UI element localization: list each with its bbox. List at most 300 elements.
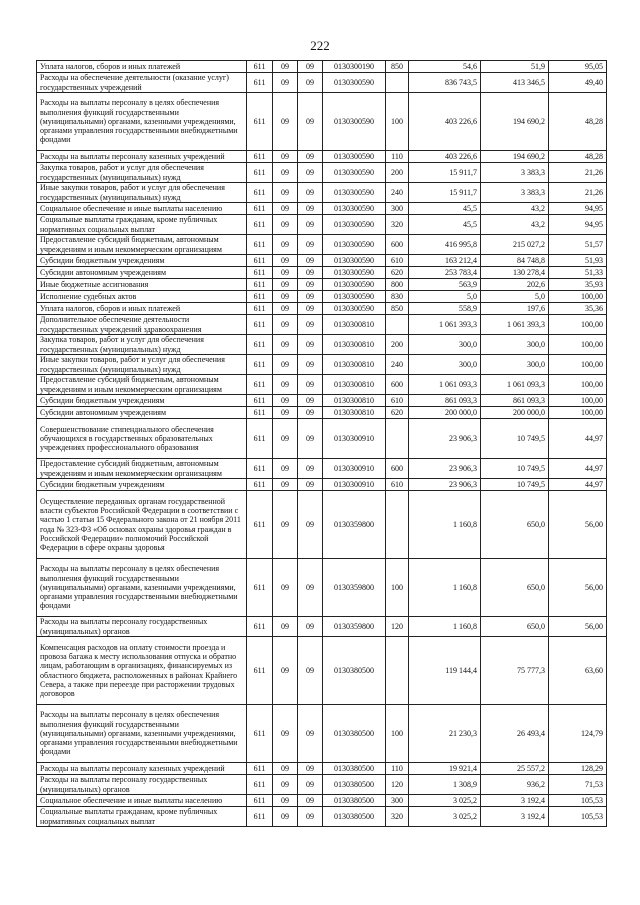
cell-pr: 09 xyxy=(298,375,323,395)
cell-plan: 300,0 xyxy=(409,355,481,375)
table-row xyxy=(37,203,607,215)
cell-ved: 611 xyxy=(247,183,273,203)
cell-ved: 611 xyxy=(247,617,273,637)
cell-ved: 611 xyxy=(247,315,273,335)
cell-vr: 100 xyxy=(386,93,409,151)
cell-rz: 09 xyxy=(273,395,298,407)
cell-plan: 836 743,5 xyxy=(409,73,481,93)
cell-csr: 0130300590 xyxy=(323,73,386,93)
cell-ved: 611 xyxy=(247,279,273,291)
table-row xyxy=(37,215,607,235)
cell-pct: 100,00 xyxy=(549,407,607,419)
cell-fact: 650,0 xyxy=(481,617,549,637)
cell-name: Предоставление субсидий бюджетным, автономным учреждениям и иным некоммерческим организациям xyxy=(37,459,247,479)
cell-vr: 600 xyxy=(386,459,409,479)
cell-rz: 09 xyxy=(273,183,298,203)
cell-plan: 3 025,2 xyxy=(409,795,481,807)
cell-pct: 95,05 xyxy=(549,61,607,73)
cell-ved: 611 xyxy=(247,215,273,235)
cell-pr: 09 xyxy=(298,795,323,807)
cell-csr: 0130300810 xyxy=(323,395,386,407)
cell-fact: 10 749,5 xyxy=(481,479,549,491)
cell-pr: 09 xyxy=(298,73,323,93)
cell-ved: 611 xyxy=(247,705,273,763)
cell-csr: 0130300810 xyxy=(323,375,386,395)
cell-fact: 1 061 393,3 xyxy=(481,315,549,335)
cell-vr: 100 xyxy=(386,705,409,763)
cell-pct: 49,40 xyxy=(549,73,607,93)
cell-ved: 611 xyxy=(247,375,273,395)
cell-rz: 09 xyxy=(273,215,298,235)
cell-fact: 10 749,5 xyxy=(481,419,549,459)
cell-ved: 611 xyxy=(247,419,273,459)
cell-rz: 09 xyxy=(273,559,298,617)
cell-name: Расходы на выплаты персоналу казенных учреждений xyxy=(37,151,247,163)
cell-plan: 23 906,3 xyxy=(409,419,481,459)
cell-pr: 09 xyxy=(298,303,323,315)
cell-rz: 09 xyxy=(273,279,298,291)
cell-plan: 1 160,8 xyxy=(409,491,481,559)
cell-rz: 09 xyxy=(273,93,298,151)
cell-csr: 0130359800 xyxy=(323,559,386,617)
cell-fact: 84 748,8 xyxy=(481,255,549,267)
cell-fact: 75 777,3 xyxy=(481,637,549,705)
cell-rz: 09 xyxy=(273,335,298,355)
cell-csr: 0130300590 xyxy=(323,183,386,203)
cell-rz: 09 xyxy=(273,163,298,183)
cell-name: Расходы на выплаты персоналу государственных (муниципальных) органов xyxy=(37,617,247,637)
table-row xyxy=(37,163,607,183)
cell-pr: 09 xyxy=(298,763,323,775)
cell-fact: 10 749,5 xyxy=(481,459,549,479)
cell-pr: 09 xyxy=(298,215,323,235)
cell-name: Дополнительное обеспечение деятельности государственных учреждений здравоохранения xyxy=(37,315,247,335)
cell-name: Расходы на выплаты персоналу государственных (муниципальных) органов xyxy=(37,775,247,795)
cell-ved: 611 xyxy=(247,267,273,279)
cell-fact: 5,0 xyxy=(481,291,549,303)
cell-pct: 94,95 xyxy=(549,215,607,235)
table-row xyxy=(37,375,607,395)
table-row xyxy=(37,93,607,151)
cell-csr: 0130380500 xyxy=(323,807,386,827)
cell-name: Расходы на выплаты персоналу казенных учреждений xyxy=(37,763,247,775)
cell-plan: 416 995,8 xyxy=(409,235,481,255)
cell-rz: 09 xyxy=(273,291,298,303)
cell-pct: 56,00 xyxy=(549,491,607,559)
cell-pr: 09 xyxy=(298,479,323,491)
cell-vr: 320 xyxy=(386,215,409,235)
cell-vr: 200 xyxy=(386,335,409,355)
table-row xyxy=(37,335,607,355)
cell-pct: 100,00 xyxy=(549,315,607,335)
cell-name: Исполнение судебных актов xyxy=(37,291,247,303)
cell-pr: 09 xyxy=(298,775,323,795)
cell-pct: 105,53 xyxy=(549,807,607,827)
cell-name: Иные закупки товаров, работ и услуг для обеспечения государственных (муниципальных) нужд xyxy=(37,183,247,203)
table-row xyxy=(37,355,607,375)
cell-name: Социальное обеспечение и иные выплаты населению xyxy=(37,203,247,215)
cell-csr: 0130300590 xyxy=(323,151,386,163)
cell-name: Расходы на обеспечение деятельности (оказание услуг) государственных учреждений xyxy=(37,73,247,93)
table-row xyxy=(37,151,607,163)
table-row xyxy=(37,61,607,73)
cell-ved: 611 xyxy=(247,355,273,375)
cell-fact: 1 061 093,3 xyxy=(481,375,549,395)
cell-fact: 43,2 xyxy=(481,215,549,235)
cell-pr: 09 xyxy=(298,407,323,419)
cell-vr: 110 xyxy=(386,763,409,775)
cell-pct: 51,93 xyxy=(549,255,607,267)
cell-pct: 35,93 xyxy=(549,279,607,291)
cell-name: Субсидии автономным учреждениям xyxy=(37,267,247,279)
cell-fact: 300,0 xyxy=(481,355,549,375)
cell-ved: 611 xyxy=(247,235,273,255)
cell-plan: 23 906,3 xyxy=(409,459,481,479)
cell-ved: 611 xyxy=(247,491,273,559)
table-row xyxy=(37,705,607,763)
table-row xyxy=(37,419,607,459)
cell-vr: 610 xyxy=(386,255,409,267)
cell-pr: 09 xyxy=(298,279,323,291)
cell-vr: 120 xyxy=(386,617,409,637)
cell-fact: 300,0 xyxy=(481,335,549,355)
cell-ved: 611 xyxy=(247,163,273,183)
cell-vr: 240 xyxy=(386,183,409,203)
table-row xyxy=(37,763,607,775)
cell-fact: 650,0 xyxy=(481,491,549,559)
cell-vr: 850 xyxy=(386,303,409,315)
cell-csr: 0130300810 xyxy=(323,335,386,355)
table-row xyxy=(37,235,607,255)
cell-pct: 48,28 xyxy=(549,151,607,163)
cell-pr: 09 xyxy=(298,491,323,559)
cell-pct: 71,53 xyxy=(549,775,607,795)
table-row xyxy=(37,617,607,637)
cell-pr: 09 xyxy=(298,235,323,255)
budget-table xyxy=(36,60,607,827)
cell-pct: 128,29 xyxy=(549,763,607,775)
cell-pct: 44,97 xyxy=(549,479,607,491)
cell-pr: 09 xyxy=(298,807,323,827)
cell-csr: 0130380500 xyxy=(323,775,386,795)
cell-rz: 09 xyxy=(273,303,298,315)
cell-rz: 09 xyxy=(273,479,298,491)
cell-fact: 194 690,2 xyxy=(481,151,549,163)
cell-rz: 09 xyxy=(273,459,298,479)
cell-csr: 0130300590 xyxy=(323,163,386,183)
table-row xyxy=(37,491,607,559)
table-row xyxy=(37,255,607,267)
cell-pr: 09 xyxy=(298,705,323,763)
cell-fact: 3 383,3 xyxy=(481,163,549,183)
cell-vr: 610 xyxy=(386,395,409,407)
cell-csr: 0130300810 xyxy=(323,407,386,419)
cell-csr: 0130300810 xyxy=(323,355,386,375)
cell-fact: 3 192,4 xyxy=(481,795,549,807)
cell-rz: 09 xyxy=(273,61,298,73)
cell-name: Субсидии бюджетным учреждениям xyxy=(37,255,247,267)
cell-plan: 54,6 xyxy=(409,61,481,73)
table-row xyxy=(37,637,607,705)
cell-plan: 163 212,4 xyxy=(409,255,481,267)
cell-pct: 124,79 xyxy=(549,705,607,763)
cell-name: Социальные выплаты гражданам, кроме публичных нормативных социальных выплат xyxy=(37,807,247,827)
cell-ved: 611 xyxy=(247,303,273,315)
cell-pr: 09 xyxy=(298,291,323,303)
cell-fact: 861 093,3 xyxy=(481,395,549,407)
cell-pct: 100,00 xyxy=(549,335,607,355)
cell-ved: 611 xyxy=(247,807,273,827)
cell-rz: 09 xyxy=(273,795,298,807)
cell-pct: 21,26 xyxy=(549,183,607,203)
table-row xyxy=(37,795,607,807)
cell-name: Предоставление субсидий бюджетным, автономным учреждениям и иным некоммерческим организациям xyxy=(37,235,247,255)
cell-name: Расходы на выплаты персоналу в целях обеспечения выполнения функций государственными (муниципальными) органами, казенными учреждениями, органами управления государственными внебюджетными фондами xyxy=(37,559,247,617)
cell-pr: 09 xyxy=(298,267,323,279)
cell-ved: 611 xyxy=(247,203,273,215)
cell-plan: 23 906,3 xyxy=(409,479,481,491)
cell-vr: 300 xyxy=(386,795,409,807)
cell-plan: 200 000,0 xyxy=(409,407,481,419)
cell-ved: 611 xyxy=(247,479,273,491)
cell-fact: 51,9 xyxy=(481,61,549,73)
cell-pct: 56,00 xyxy=(549,617,607,637)
cell-pct: 100,00 xyxy=(549,355,607,375)
cell-pct: 48,28 xyxy=(549,93,607,151)
cell-csr: 0130300190 xyxy=(323,61,386,73)
cell-ved: 611 xyxy=(247,559,273,617)
cell-rz: 09 xyxy=(273,763,298,775)
cell-ved: 611 xyxy=(247,255,273,267)
cell-fact: 3 192,4 xyxy=(481,807,549,827)
cell-rz: 09 xyxy=(273,637,298,705)
cell-rz: 09 xyxy=(273,617,298,637)
cell-pct: 51,57 xyxy=(549,235,607,255)
cell-pr: 09 xyxy=(298,93,323,151)
cell-pr: 09 xyxy=(298,315,323,335)
cell-name: Закупка товаров, работ и услуг для обеспечения государственных (муниципальных) нужд xyxy=(37,163,247,183)
cell-ved: 611 xyxy=(247,151,273,163)
cell-plan: 861 093,3 xyxy=(409,395,481,407)
cell-csr: 0130300910 xyxy=(323,419,386,459)
table-row xyxy=(37,315,607,335)
cell-plan: 15 911,7 xyxy=(409,163,481,183)
table-row xyxy=(37,407,607,419)
cell-pr: 09 xyxy=(298,617,323,637)
cell-pr: 09 xyxy=(298,61,323,73)
table-row xyxy=(37,559,607,617)
cell-vr: 850 xyxy=(386,61,409,73)
cell-csr: 0130300590 xyxy=(323,203,386,215)
cell-rz: 09 xyxy=(273,375,298,395)
cell-vr: 100 xyxy=(386,559,409,617)
cell-rz: 09 xyxy=(273,203,298,215)
cell-name: Социальное обеспечение и иные выплаты населению xyxy=(37,795,247,807)
cell-pct: 100,00 xyxy=(549,395,607,407)
cell-vr: 600 xyxy=(386,375,409,395)
cell-vr xyxy=(386,315,409,335)
cell-csr: 0130300590 xyxy=(323,303,386,315)
cell-name: Иные закупки товаров, работ и услуг для обеспечения государственных (муниципальных) нужд xyxy=(37,355,247,375)
cell-ved: 611 xyxy=(247,459,273,479)
table-row xyxy=(37,267,607,279)
cell-rz: 09 xyxy=(273,491,298,559)
cell-plan: 1 160,8 xyxy=(409,559,481,617)
cell-pct: 94,95 xyxy=(549,203,607,215)
cell-pr: 09 xyxy=(298,151,323,163)
cell-vr: 320 xyxy=(386,807,409,827)
cell-rz: 09 xyxy=(273,255,298,267)
cell-csr: 0130359800 xyxy=(323,617,386,637)
cell-fact: 936,2 xyxy=(481,775,549,795)
cell-ved: 611 xyxy=(247,61,273,73)
cell-name: Уплата налогов, сборов и иных платежей xyxy=(37,61,247,73)
cell-vr: 600 xyxy=(386,235,409,255)
cell-ved: 611 xyxy=(247,335,273,355)
cell-ved: 611 xyxy=(247,395,273,407)
cell-fact: 200 000,0 xyxy=(481,407,549,419)
cell-plan: 1 160,8 xyxy=(409,617,481,637)
cell-name: Уплата налогов, сборов и иных платежей xyxy=(37,303,247,315)
cell-plan: 3 025,2 xyxy=(409,807,481,827)
cell-ved: 611 xyxy=(247,763,273,775)
cell-plan: 19 921,4 xyxy=(409,763,481,775)
cell-pr: 09 xyxy=(298,459,323,479)
cell-csr: 0130300590 xyxy=(323,279,386,291)
cell-name: Осуществление переданных органам государственной власти субъектов Российской Федерации в соответствии с частью 1 статьи 15 Федерального закона от 21 ноября 2011 года № 323-ФЗ «Об основах охраны здоровья граждан в Российской Федерации» полномочий Российской Федерации в сфере охраны здоровья xyxy=(37,491,247,559)
table-row xyxy=(37,479,607,491)
cell-rz: 09 xyxy=(273,419,298,459)
cell-plan: 563,9 xyxy=(409,279,481,291)
cell-pct: 35,36 xyxy=(549,303,607,315)
cell-csr: 0130300590 xyxy=(323,291,386,303)
cell-pct: 56,00 xyxy=(549,559,607,617)
cell-csr: 0130300910 xyxy=(323,459,386,479)
cell-vr xyxy=(386,419,409,459)
table-row xyxy=(37,303,607,315)
cell-plan: 403 226,6 xyxy=(409,93,481,151)
cell-name: Иные бюджетные ассигнования xyxy=(37,279,247,291)
cell-plan: 119 144,4 xyxy=(409,637,481,705)
cell-rz: 09 xyxy=(273,235,298,255)
cell-fact: 413 346,5 xyxy=(481,73,549,93)
cell-fact: 130 278,4 xyxy=(481,267,549,279)
cell-fact: 43,2 xyxy=(481,203,549,215)
cell-vr: 200 xyxy=(386,163,409,183)
cell-csr: 0130300590 xyxy=(323,255,386,267)
cell-csr: 0130300910 xyxy=(323,479,386,491)
cell-plan: 403 226,6 xyxy=(409,151,481,163)
cell-pct: 44,97 xyxy=(549,459,607,479)
cell-ved: 611 xyxy=(247,775,273,795)
cell-vr: 610 xyxy=(386,479,409,491)
cell-plan: 45,5 xyxy=(409,215,481,235)
cell-pct: 100,00 xyxy=(549,291,607,303)
cell-csr: 0130300590 xyxy=(323,215,386,235)
table-row xyxy=(37,807,607,827)
cell-ved: 611 xyxy=(247,795,273,807)
cell-csr: 0130380500 xyxy=(323,763,386,775)
cell-name: Социальные выплаты гражданам, кроме публичных нормативных социальных выплат xyxy=(37,215,247,235)
cell-pct: 100,00 xyxy=(549,375,607,395)
cell-plan: 15 911,7 xyxy=(409,183,481,203)
cell-csr: 0130380500 xyxy=(323,705,386,763)
cell-rz: 09 xyxy=(273,73,298,93)
cell-fact: 202,6 xyxy=(481,279,549,291)
cell-plan: 21 230,3 xyxy=(409,705,481,763)
cell-pct: 105,53 xyxy=(549,795,607,807)
cell-ved: 611 xyxy=(247,407,273,419)
cell-vr xyxy=(386,73,409,93)
cell-csr: 0130380500 xyxy=(323,795,386,807)
cell-fact: 3 383,3 xyxy=(481,183,549,203)
cell-vr: 800 xyxy=(386,279,409,291)
cell-name: Субсидии бюджетным учреждениям xyxy=(37,395,247,407)
cell-plan: 45,5 xyxy=(409,203,481,215)
cell-ved: 611 xyxy=(247,291,273,303)
cell-vr: 300 xyxy=(386,203,409,215)
cell-plan: 558,9 xyxy=(409,303,481,315)
cell-rz: 09 xyxy=(273,775,298,795)
cell-pct: 51,33 xyxy=(549,267,607,279)
cell-rz: 09 xyxy=(273,267,298,279)
cell-fact: 194 690,2 xyxy=(481,93,549,151)
cell-vr: 110 xyxy=(386,151,409,163)
cell-csr: 0130300810 xyxy=(323,315,386,335)
cell-rz: 09 xyxy=(273,705,298,763)
cell-name: Субсидии бюджетным учреждениям xyxy=(37,479,247,491)
cell-csr: 0130359800 xyxy=(323,491,386,559)
cell-vr xyxy=(386,637,409,705)
cell-fact: 197,6 xyxy=(481,303,549,315)
table-row xyxy=(37,73,607,93)
cell-rz: 09 xyxy=(273,355,298,375)
cell-plan: 1 061 093,3 xyxy=(409,375,481,395)
cell-vr: 120 xyxy=(386,775,409,795)
cell-rz: 09 xyxy=(273,807,298,827)
cell-plan: 5,0 xyxy=(409,291,481,303)
cell-fact: 650,0 xyxy=(481,559,549,617)
cell-fact: 25 557,2 xyxy=(481,763,549,775)
cell-name: Расходы на выплаты персоналу в целях обеспечения выполнения функций государственными (муниципальными) органами, казенными учреждениями, органами управления государственными внебюджетными фондами xyxy=(37,93,247,151)
cell-pr: 09 xyxy=(298,419,323,459)
page-number: 222 xyxy=(310,38,330,53)
cell-rz: 09 xyxy=(273,151,298,163)
cell-pct: 21,26 xyxy=(549,163,607,183)
cell-pr: 09 xyxy=(298,203,323,215)
cell-fact: 26 493,4 xyxy=(481,705,549,763)
table-row xyxy=(37,183,607,203)
cell-name: Субсидии автономным учреждениям xyxy=(37,407,247,419)
cell-csr: 0130380500 xyxy=(323,637,386,705)
cell-pct: 63,60 xyxy=(549,637,607,705)
cell-pr: 09 xyxy=(298,559,323,617)
cell-ved: 611 xyxy=(247,73,273,93)
cell-name: Компенсация расходов на оплату стоимости проезда и провоза багажа к месту использования отпуска и обратно лицам, работающим в организациях, финансируемых из областного бюджета, расположенных в районах Крайнего Севера, а также при переезде при расторжении трудовых договоров xyxy=(37,637,247,705)
cell-vr: 830 xyxy=(386,291,409,303)
cell-csr: 0130300590 xyxy=(323,267,386,279)
cell-vr: 620 xyxy=(386,407,409,419)
cell-name: Предоставление субсидий бюджетным, автономным учреждениям и иным некоммерческим организациям xyxy=(37,375,247,395)
cell-rz: 09 xyxy=(273,407,298,419)
cell-pct: 44,97 xyxy=(549,419,607,459)
cell-plan: 1 061 393,3 xyxy=(409,315,481,335)
cell-ved: 611 xyxy=(247,93,273,151)
cell-plan: 253 783,4 xyxy=(409,267,481,279)
cell-name: Расходы на выплаты персоналу в целях обеспечения выполнения функций государственными (муниципальными) органами, казенными учреждениями, органами управления государственными внебюджетными фондами xyxy=(37,705,247,763)
cell-csr: 0130300590 xyxy=(323,93,386,151)
cell-pr: 09 xyxy=(298,183,323,203)
